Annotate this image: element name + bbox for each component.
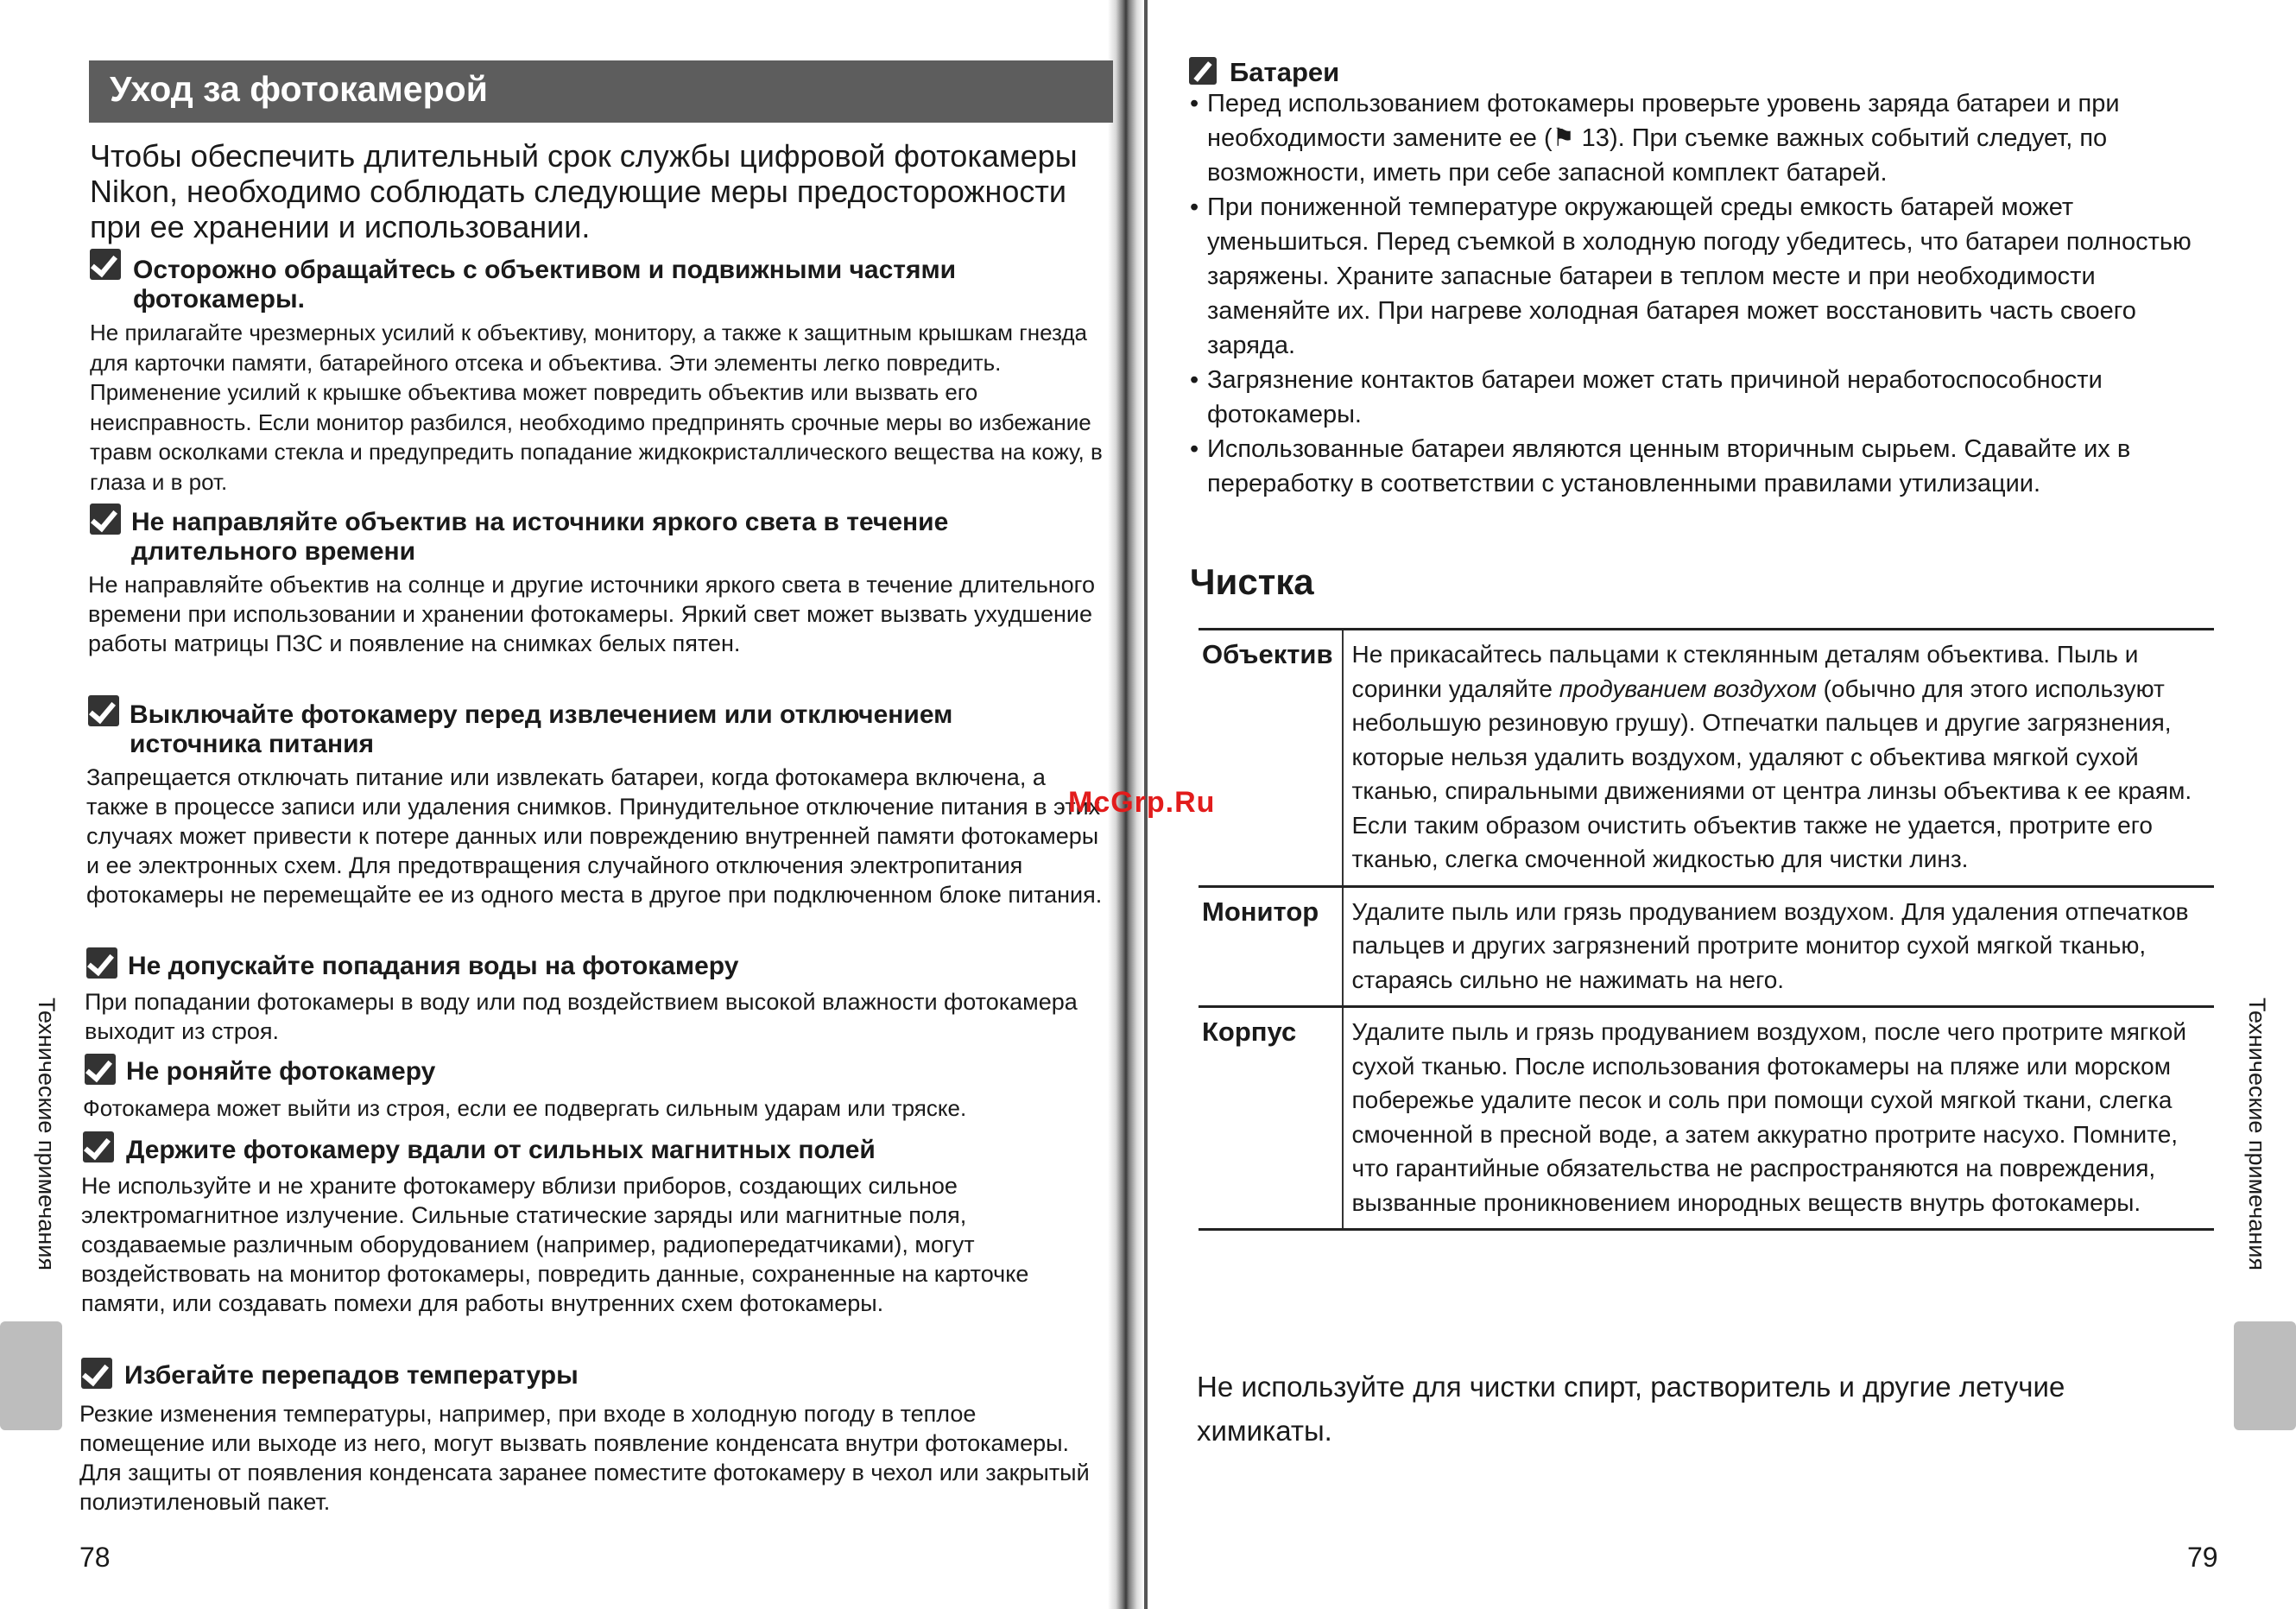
- side-tab: [0, 1321, 62, 1430]
- list-item: • Использованные батареи являются ценным вторичным сырьем. Сдавайте их в переработку в соответствии с установленными правилами утилизации.: [1190, 432, 2217, 501]
- row-text-part: (обычно для этого используют небольшую резиновую грушу). Отпечатки пальцев и другие загрязнения, которые нельзя удалить воздухом, удаляют с объектива мягкой сухой тканью, спиральными движениями от центра линзы объектива к ее краям. Если таким образом очистить объектив также не удается, протрите его тканью, слегка смоченной жидкостью для чистки линз.: [1351, 675, 2192, 872]
- intro-paragraph: Чтобы обеспечить длительный срок службы цифровой фотокамеры Nikon, необходимо соблюдать следующие меры предосторожности при ее хранении и использовании.: [90, 138, 1078, 244]
- row-text: [1343, 630, 2214, 887]
- check-icon: [88, 695, 119, 726]
- side-tab: [2234, 1321, 2296, 1430]
- section-heading: Осторожно обращайтесь с объективом и подвижными частями фотокамеры.: [133, 256, 957, 314]
- row-text: Удалите пыль и грязь продуванием воздухом, после чего протрите мягкой сухой тканью. После использования фотокамеры на пляже или морском побережье удалите песок и соль при помощи сухой мягкой ткани, слегка смоченной в пресной воде, а затем аккуратно протрите насухо. Помните, что гарантийные обязательства не распространяются на повреждения, вызванные проникновением инородных веществ внутрь фотокамеры.: [1351, 1018, 2186, 1216]
- page-title: Уход за фотокамерой: [110, 69, 488, 109]
- section-body: Фотокамера может выйти из строя, если ее подвергать сильным ударам или тряске.: [83, 1095, 967, 1121]
- list-item: • Загрязнение контактов батареи может стать причиной неработоспособности фотокамеры.: [1190, 363, 2217, 432]
- check-icon: [81, 1358, 112, 1389]
- page-number-left: 78: [79, 1542, 111, 1573]
- side-label: Технические примечания: [34, 998, 60, 1270]
- page-title-bar: [89, 60, 1113, 123]
- table-row: [1199, 630, 2214, 887]
- cleaning-heading: Чистка: [1190, 561, 1314, 602]
- row-label: Объектив: [1199, 630, 1343, 887]
- cleaning-footnote: Не используйте для чистки спирт, растворитель и другие летучие химикаты.: [1197, 1371, 2065, 1447]
- pencil-icon: [1189, 57, 1217, 85]
- section-body: При попадании фотокамеры в воду или под воздействием высокой влажности фотокамера выходит из строя.: [85, 989, 1078, 1044]
- row-text-italic: продуванием воздухом: [1559, 675, 1817, 702]
- check-icon: [90, 249, 121, 280]
- battery-notes-list: [1190, 86, 2217, 501]
- row-text: Удалите пыль или грязь продуванием воздухом. Для удаления отпечатков пальцев и других загрязнений протрите монитор сухой мягкой тканью, стараясь сильно не нажимать на него.: [1351, 897, 2189, 993]
- section-heading: Не направляйте объектив на источники яркого света в течение длительного времени: [131, 508, 949, 566]
- section-body: Запрещается отключать питание или извлекать батареи, когда фотокамера включена, а также в процессе записи или удаления снимков. Принудительное отключение питания в этих случаях может привести к потере данных или повреждению внутренней памяти фотокамеры и ее электронных схем. Для предотвращения случайного отключения электропитания фотокамеры не перемещайте ее из одного места в другое при подключенном блоке питания.: [86, 764, 1103, 908]
- section-heading: Не роняйте фотокамеру: [126, 1057, 436, 1086]
- section-body: Не прилагайте чрезмерных усилий к объективу, монитору, а также к защитным крышкам гнезда для карточки памяти, батарейного отсека и объектива. Эти элементы легко повредить. Применение усилий к крышке объектива может повредить объектив или вызвать его неисправность. Если монитор разбился, необходимо предпринять срочные меры во избежание травм осколками стекла и предупредить попадание жидкокристаллического вещества на кожу, в глаза и в рот.: [90, 320, 1103, 495]
- check-icon: [90, 504, 121, 535]
- row-label: Монитор: [1199, 886, 1343, 1007]
- side-label: Технические примечания: [2244, 998, 2270, 1270]
- check-icon: [85, 1054, 116, 1085]
- list-item: • При пониженной температуре окружающей среды емкость батарей может уменьшиться. Перед съемкой в холодную погоду убедитесь, что батареи полностью заряжены. Храните запасные батареи в теплом месте и при необходимости заменяйте их. При нагреве холодная батарея может восстановить часть своего заряда.: [1190, 190, 2217, 363]
- cleaning-table: [1199, 628, 2214, 1231]
- section-body: Не используйте и не храните фотокамеру вблизи приборов, создающих сильное электромагнитное излучение. Сильные статические заряды или магнитные поля, создаваемые различным оборудованием (например, радиопередатчиками), могут воздействовать на монитор фотокамеры, повредить данные, сохраненные на карточке памяти, или создавать помехи для работы внутренних схем фотокамеры.: [81, 1173, 1029, 1316]
- section-heading: Держите фотокамеру вдали от сильных магнитных полей: [126, 1136, 876, 1164]
- page-number-right: 79: [2187, 1542, 2218, 1573]
- table-row: [1199, 1007, 2214, 1230]
- table-row: [1199, 886, 2214, 1007]
- row-text-part: Не прикасайтесь пальцами к стеклянным деталям объектива. Пыль и соринки удаляйте: [1351, 641, 2139, 702]
- section-heading: Не допускайте попадания воды на фотокамеру: [128, 952, 739, 980]
- watermark: McGrp.Ru: [1068, 786, 1216, 819]
- list-item: • Перед использованием фотокамеры проверьте уровень заряда батареи и при необходимости замените ее (⚑ 13). При съемке важных событий следует, по возможности, иметь при себе запасной комплект батарей.: [1190, 86, 2217, 190]
- section-heading: Избегайте перепадов температуры: [124, 1361, 579, 1390]
- section-body: Не направляйте объектив на солнце и другие источники яркого света в течение длительного времени при использовании и хранении фотокамеры. Яркий свет может вызвать ухудшение работы матрицы ПЗС и появление на снимках белых пятен.: [88, 572, 1095, 656]
- note-title: Батареи: [1230, 57, 1340, 87]
- check-icon: [83, 1131, 114, 1162]
- row-label: Корпус: [1199, 1007, 1343, 1230]
- section-body: Резкие изменения температуры, например, при входе в холодную погоду в теплое помещение или выходе из него, могут вызвать появление конденсата внутри фотокамеры. Для защиты от появления конденсата заранее поместите фотокамеру в чехол или закрытый полиэтиленовый пакет.: [79, 1401, 1090, 1515]
- check-icon: [86, 947, 117, 979]
- section-heading: Выключайте фотокамеру перед извлечением или отключением источника питания: [130, 700, 953, 758]
